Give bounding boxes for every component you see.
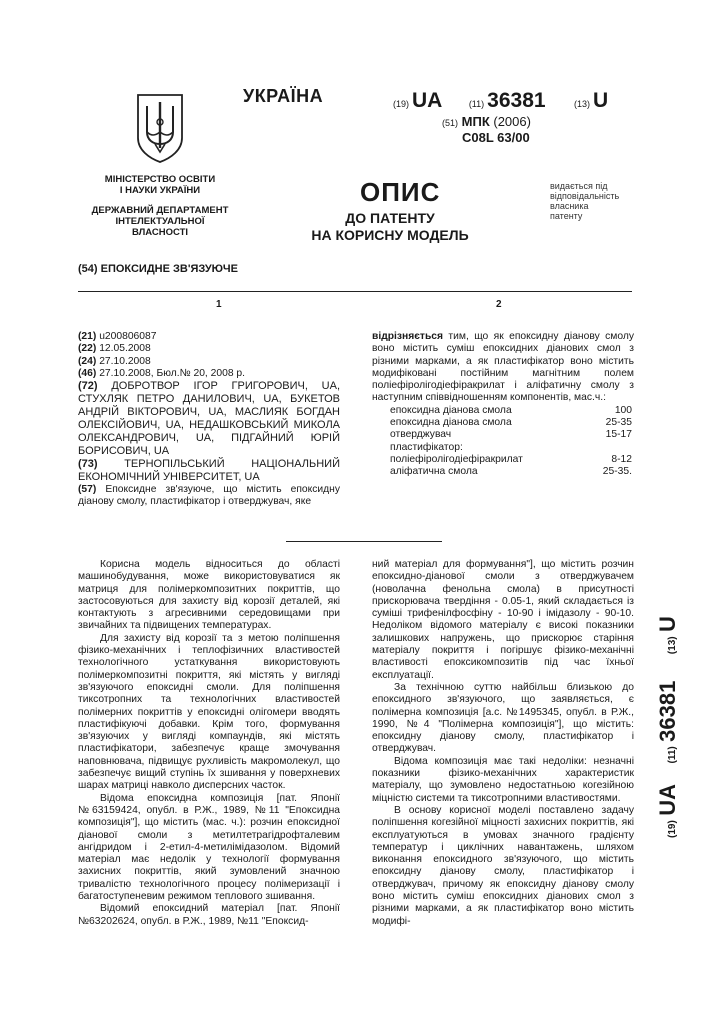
department-name: [88, 205, 232, 238]
description-paragraph: В основу корисної моделі поставлено задачу поліпшення когезійної міцності захисних покриттів, які експлуатуються в умовах значного градієнту температур і циклічних навантажень, шляхом виконання епоксидного зв'язуючого, що містить епоксидну діанову смолу, пластифікатор і отверджувач, причому як епоксидну діанову смолу воно містить суміш епоксидних діанових смол з різними марками, а як пластифікатор воно містить модифі-: [372, 804, 634, 927]
side-country-code: UA: [655, 783, 680, 816]
document-subtitle: [300, 210, 480, 244]
field-46: [78, 368, 340, 380]
field-57: [78, 484, 340, 509]
coat-of-arms-emblem: [135, 92, 185, 164]
component-name: поліефіролігодіефіракрилат: [390, 453, 523, 465]
composition-row: [390, 442, 632, 454]
component-name: епоксидна діанова смола: [390, 404, 512, 416]
side-code-11: (11): [667, 746, 678, 764]
composition-row: [390, 405, 632, 417]
header-divider: [78, 291, 632, 292]
document-kind: U: [593, 89, 609, 112]
field-72: [78, 380, 340, 458]
component-amount: 25-35.: [602, 466, 632, 478]
patent-codes-line: [393, 89, 608, 113]
ipc-line: [442, 114, 531, 129]
code-11-label: (11): [468, 99, 485, 109]
claim-keyword: відрізняється: [372, 331, 444, 342]
component-name: пластифікатор:: [390, 441, 463, 453]
inventors: ДОБРОТВОР ІГОР ГРИГОРОВИЧ, UA, СТУХЛЯК ПЕТРО ДАНИЛОВИЧ, UA, БУКЕТОВ АНДРІЙ ВІКТОРОВИЧ, UA, МАСЛИЯК БОГДАН ОЛЕКСІЙОВИЧ, UA, НЕДАШКОВСЬКИЙ МИКОЛА ОЛЕКСАНДРОВИЧ, UA, ПІДГАЙНИЙ ЮРІЙ БОРИСОВИЧ, UA: [78, 380, 340, 458]
side-code-13: (13): [667, 636, 678, 655]
field-24: [78, 356, 340, 368]
description-left-column: [78, 559, 340, 928]
component-name: отверджувач: [390, 429, 452, 441]
field-22-code: (22): [78, 343, 97, 355]
composition-row: [390, 466, 632, 478]
tryzub-icon: [135, 92, 185, 164]
department-line-3: ВЛАСНОСТІ: [131, 227, 189, 238]
issued-line-4: патенту: [550, 211, 583, 221]
document-subtitle-line-1: ДО ПАТЕНТУ: [345, 210, 435, 226]
ministry-line-2: І НАУКИ УКРАЇНИ: [119, 185, 201, 196]
claim-start: Епоксидне зв'язуюче, що містить епоксидну діанову смолу, пластифікатор і отверджувач, яке: [78, 484, 340, 508]
component-amount: 100: [614, 404, 632, 416]
description-right-column: [372, 559, 634, 928]
claim-text: [372, 331, 634, 405]
mpk-year: (2006): [493, 114, 531, 129]
component-amount: 25-35: [605, 417, 632, 429]
section-divider: [286, 541, 442, 542]
publication-info: 27.10.2008, Бюл.№ 20, 2008 р.: [99, 367, 246, 379]
field-73-code: (73): [78, 458, 98, 471]
field-24-code: (24): [78, 355, 97, 367]
ministry-line-1: МІНІСТЕРСТВО ОСВІТИ: [104, 174, 216, 185]
component-amount: 15-17: [605, 429, 632, 441]
side-patent-label: [655, 616, 681, 838]
patent-owner: ТЕРНОПІЛЬСЬКИЙ НАЦІОНАЛЬНИЙ ЕКОНОМІЧНИЙ УНІВЕРСИТЕТ, UA: [78, 458, 340, 484]
department-line-2: ІНТЕЛЕКТУАЛЬНОЇ: [115, 216, 205, 227]
document-title: ОПИС: [360, 177, 441, 207]
side-code-19: (19): [667, 820, 678, 838]
field-21: [78, 331, 340, 343]
ipc-class: C08L 63/00: [462, 130, 530, 145]
field-46-code: (46): [78, 367, 97, 379]
field-57-code: (57): [78, 484, 97, 496]
field-73: [78, 458, 340, 484]
claim-body: тим, що як епоксидну діанову смолу воно містить суміш епоксидних діанових смол з різними марками, а як пластифікатор воно містить модифіковані постійним магнітним полем поліефіролігодіефіракрилат і аліфатичну смолу з наступним співвідношенням компонентів, мас.ч.:: [372, 331, 634, 404]
description-paragraph: Для захисту від корозії та з метою поліпшення фізико-механічних і теплофізичних властивостей технологічного устаткування використовують полімеркомпозитні покриття, які містять у вигляді зв'язуючого епоксидні смоли. Для поліпшення тиксотропних та технологічних властивостей полімерних покриттів у епоксидні олігомери вводять пластифікуючі добавки. Крім того, формування зв'язуючих у вигляді компаундів, які містять пластифікатори, забезпечує краще змочування наповнювача, підвищує рухливість макромолекул, що забезпечує вищий ступінь їх зшивання у поверхневих шарах матриці навколо дисперсних часток.: [78, 632, 340, 792]
column-number-left: 1: [216, 299, 222, 310]
effective-date: 27.10.2008: [99, 355, 151, 367]
issued-note: [550, 181, 619, 221]
description-paragraph: ний матеріал для формування"], що містить розчин епоксидно-діанової смоли з отверджувачем (новолачна фенольна смола) в присутності прискорювача твердіння - 0.05-1, який складається із суміші трифенілфосфіну - 10-90 і імідазолу - 90-10. Недоліком відомого матеріалу є високі показники залишкових напружень, що прискорює старіння матеріалу покриття і погіршує фізико-механічні властивості епоксикомпозитів під час їхньої експлуатації.: [372, 559, 634, 681]
description-paragraph: Відома композиція має такі недоліки: незначні показники фізико-механічних характеристик матеріалу, що зумовлено недостатньою когезійною міцністю системи та тиксотропними властивостями.: [372, 755, 634, 804]
country-name: УКРАЇНА: [243, 86, 324, 106]
composition-table: [390, 405, 632, 479]
field-22: [78, 343, 340, 355]
code-19-label: (19): [393, 99, 410, 109]
description-paragraph: За технічною суттю найбільш близькою до епоксидного зв'язуючого, що заявляється, є полімерна композиція [а.с. №1495345, опубл. в Р.Ж., 1990, №4 "Полімерна композиція"], що містить: епоксидну діанову смолу, пластифікатор і отверджувач.: [372, 681, 634, 755]
field-21-code: (21): [78, 331, 97, 342]
document-subtitle-line-2: НА КОРИСНУ МОДЕЛЬ: [311, 227, 469, 243]
side-patent-number: 36381: [655, 680, 680, 742]
composition-row: [390, 429, 632, 441]
country-code: UA: [412, 89, 443, 112]
description-paragraph: Корисна модель відноситься до області машинобудування, може використовуватися як матриця для полімеркомпозитних покриттів, що застосовуються для захисту від корозії деталей, які контактують з агресивними середовищами при звичайних та підвищених температурах.: [78, 559, 340, 632]
component-amount: 8-12: [611, 453, 632, 465]
issued-line-2: відповідальність: [550, 191, 620, 201]
mpk-label: МПК: [461, 114, 490, 129]
issued-line-1: видається під: [550, 181, 608, 191]
mpk-code-label: (51): [442, 118, 459, 128]
application-number: u200806087: [99, 331, 157, 342]
composition-row: [390, 417, 632, 429]
bibliographic-data: [78, 331, 340, 509]
claim-continuation: [372, 331, 634, 479]
composition-row: [390, 454, 632, 466]
column-number-right: 2: [496, 299, 502, 310]
field-72-code: (72): [78, 380, 98, 393]
description-paragraph: Відома епоксидна композиція [пат. Японії №63159424, опубл. в Р.Ж., 1989, №11 "Епоксидна композиція"], що містить (мас. ч.): розчин епоксидної діанової смоли з метилтетрагідрофталевим ангідридом і 2-етил-4-метилімідазолом. Відомий матеріал має недолік у технології формування захисних покриттів, який зумовлений значною тривалістю технологічного процесу полімеризації і багатоступеневим режимом теплового зшивання.: [78, 792, 340, 903]
component-name: епоксидна діанова смола: [390, 417, 512, 429]
department-line-1: ДЕРЖАВНИЙ ДЕПАРТАМЕНТ: [91, 205, 229, 216]
code-13-label: (13): [574, 99, 591, 109]
ministry-name: [96, 174, 224, 196]
invention-title: (54) ЕПОКСИДНЕ ЗВ'ЯЗУЮЧЕ: [78, 263, 238, 275]
issued-line-3: власника: [550, 201, 589, 211]
description-paragraph: Відомий епоксидний матеріал [пат. Японії №63202624, опубл. в Р.Ж., 1989, №11 "Епоксид-: [78, 903, 340, 927]
side-document-kind: U: [655, 616, 680, 632]
component-name: аліфатична смола: [390, 466, 478, 478]
filing-date: 12.05.2008: [99, 343, 151, 355]
patent-number: 36381: [487, 89, 546, 112]
